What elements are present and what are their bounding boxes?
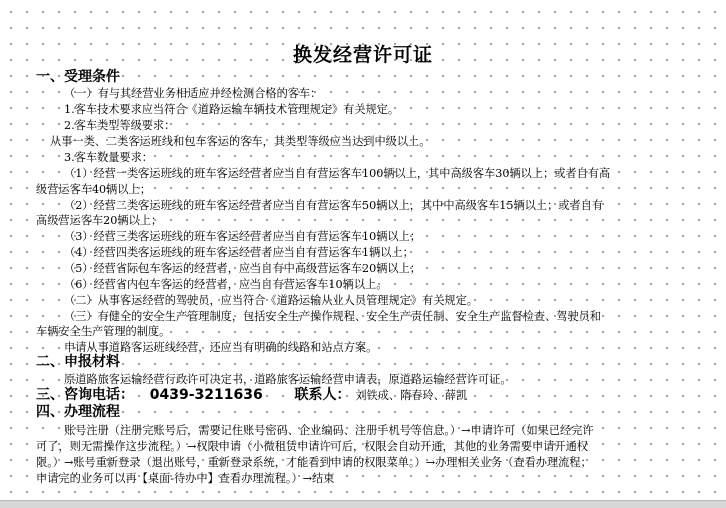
phone-number: 0439-3211636 (149, 387, 263, 403)
text-line: 从事一类、二类客运班线和包车客运的客车，其类型等级应当达到中级以上。 (50, 135, 431, 148)
text-line: （1）经营一类客运班线的班车客运经营者应当自有营运客车100辆以上，其中高级客车30辆以上；或者自有高 (64, 167, 611, 180)
text-line: 2.客车类型等级要求： (64, 119, 176, 132)
section-heading-materials: 二、申报材料 (36, 354, 120, 370)
text-line: （三）有健全的安全生产管理制度，包括安全生产操作规程、安全生产责任制、安全生产监督检查、驾驶员和 (64, 310, 602, 323)
text-line: （3）经营三类客运班线的班车客运经营者应当自有营运客车10辆以上； (64, 230, 421, 243)
contact-label: 联系人： (294, 387, 351, 403)
text-line: 申请从事道路客运班线经营，还应当有明确的线路和站点方案。 (64, 341, 378, 354)
text-line: 账号注册（注册完账号后，需要记住账号密码、企业编码、注册手机号等信息。）→申请许可（如果已经完许 (64, 424, 594, 437)
page-title: 换发经营许可证 (292, 44, 433, 66)
text-line: 级营运客车40辆以上； (36, 183, 151, 196)
text-line: （一）有与其经营业务相适应并经检测合格的客车： (64, 87, 322, 100)
text-line: 高级营运客车20辆以上； (36, 214, 163, 227)
text-line: 限。）→账号重新登录（退出账号，重新登录系统，才能看到申请的权限菜单。）→办理相关业务（查看办理流程； (36, 456, 592, 469)
text-line: （2）经营二类客运班线的班车客运经营者应当自有营运客车50辆以上，其中中高级客车15辆以上；或者自有 (64, 199, 604, 212)
text-line: 车辆安全生产管理的制度。 (36, 325, 171, 338)
text-line: （6）经营省内包车客运的经营者，应当自有营运客车10辆以上。 (64, 278, 388, 291)
text-line: （5）经营省际包车客运的经营者，应当自有中高级营运客车20辆以上； (64, 262, 421, 275)
text-line: 原道路旅客运输经营行政许可决定书，道路旅客运输经营申请表，原道路运输经营许可证。 (64, 373, 512, 386)
text-line: 1.客车技术要求应当符合《道路运输车辆技术管理规定》有关规定。 (64, 103, 400, 116)
contact-names: 刘铁成、隋春玲、薛凯 (355, 389, 468, 402)
section-heading-conditions: 一、受理条件 (36, 69, 120, 85)
text-line: 申请完的业务可以再【桌面-待办中】查看办理流程。）→结束 (36, 472, 335, 485)
text-line: 3.客车数量要求： (64, 151, 153, 164)
section-heading-phone (36, 387, 467, 404)
text-line: （二）从事客运经营的驾驶员，应当符合《道路运输从业人员管理规定》有关规定。 (64, 294, 478, 307)
text-line: （4）经营四类客运班线的班车客运经营者应当自有营运客车1辆以上； (64, 246, 414, 259)
section-heading-process: 四、办理流程 (36, 404, 120, 420)
text-line: 可了，则无需操作这步流程。）→权限申请（小微租赁申请许可后，权限会自动开通，其他的业务需要申请开通权 (36, 440, 588, 453)
phone-label: 三、咨询电话： (36, 387, 134, 403)
